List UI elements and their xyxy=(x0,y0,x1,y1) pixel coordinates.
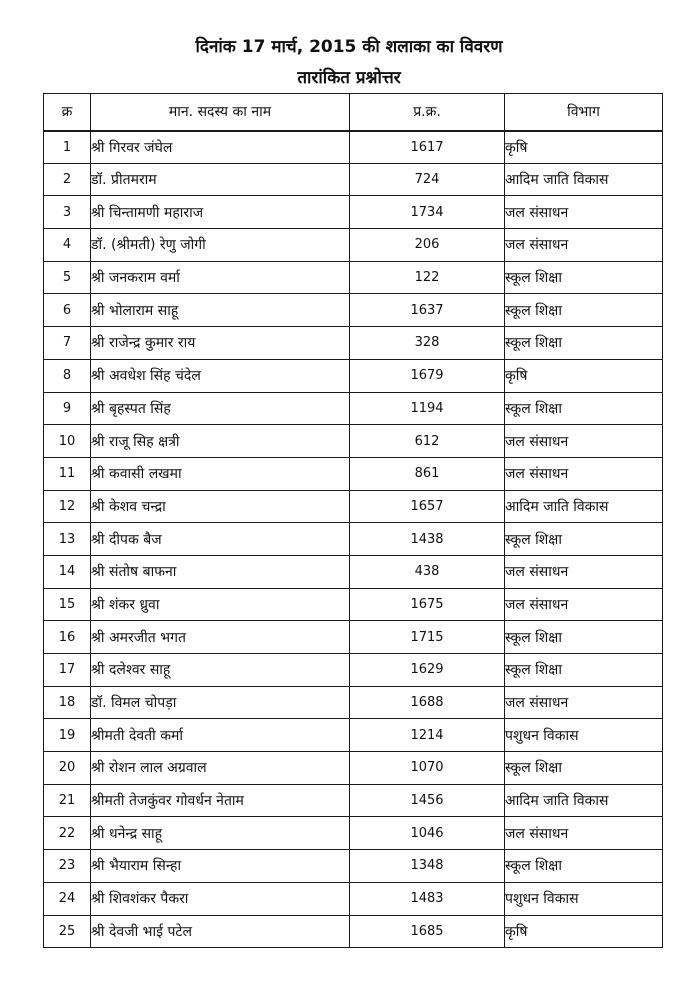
member-name-cell: श्रीमती तेजकुंवर गोवर्धन नेताम xyxy=(91,784,350,817)
question-number-cell: 1715 xyxy=(350,621,505,654)
department-cell: जल संसाधन xyxy=(505,686,663,719)
column-header-question-no: प्र.क्र. xyxy=(350,94,505,131)
question-number-cell: 612 xyxy=(350,425,505,458)
member-name-cell: श्री कवासी लखमा xyxy=(91,457,350,490)
question-number-cell: 122 xyxy=(350,261,505,294)
serial-cell: 6 xyxy=(44,294,91,327)
member-name-cell: डॉ. (श्रीमती) रेणु जोगी xyxy=(91,229,350,262)
question-number-cell: 1629 xyxy=(350,654,505,687)
department-cell: स्कूल शिक्षा xyxy=(505,523,663,556)
question-number-cell: 1348 xyxy=(350,850,505,883)
department-cell: स्कूल शिक्षा xyxy=(505,261,663,294)
table-row xyxy=(44,621,663,654)
table-row xyxy=(44,131,663,164)
member-name-cell: श्री दीपक बैज xyxy=(91,523,350,556)
question-number-cell: 328 xyxy=(350,327,505,360)
serial-cell: 5 xyxy=(44,261,91,294)
member-name-cell: श्री चिन्तामणी महाराज xyxy=(91,196,350,229)
department-cell: स्कूल शिक्षा xyxy=(505,392,663,425)
question-number-cell: 861 xyxy=(350,457,505,490)
department-cell: स्कूल शिक्षा xyxy=(505,752,663,785)
department-cell: जल संसाधन xyxy=(505,457,663,490)
table-row xyxy=(44,654,663,687)
table-row xyxy=(44,229,663,262)
table-row xyxy=(44,196,663,229)
member-name-cell: श्री अमरजीत भगत xyxy=(91,621,350,654)
department-cell: आदिम जाति विकास xyxy=(505,163,663,196)
question-number-cell: 1483 xyxy=(350,882,505,915)
serial-cell: 3 xyxy=(44,196,91,229)
table-row xyxy=(44,882,663,915)
member-name-cell: श्री जनकराम वर्मा xyxy=(91,261,350,294)
member-name-cell: श्री अवधेश सिंह चंदेल xyxy=(91,359,350,392)
serial-cell: 15 xyxy=(44,588,91,621)
member-name-cell: श्री भोलाराम साहू xyxy=(91,294,350,327)
table-row xyxy=(44,817,663,850)
question-number-cell: 438 xyxy=(350,555,505,588)
table-row xyxy=(44,163,663,196)
department-cell: स्कूल शिक्षा xyxy=(505,850,663,883)
question-number-cell: 724 xyxy=(350,163,505,196)
department-cell: आदिम जाति विकास xyxy=(505,784,663,817)
department-cell: जल संसाधन xyxy=(505,425,663,458)
question-number-cell: 1675 xyxy=(350,588,505,621)
question-number-cell: 1070 xyxy=(350,752,505,785)
member-name-cell: श्री देवजी भाई पटेल xyxy=(91,915,350,948)
department-cell: स्कूल शिक्षा xyxy=(505,654,663,687)
table-row xyxy=(44,261,663,294)
member-name-cell: डॉ. प्रीतमराम xyxy=(91,163,350,196)
question-number-cell: 1685 xyxy=(350,915,505,948)
department-cell: स्कूल शिक्षा xyxy=(505,621,663,654)
table-row xyxy=(44,457,663,490)
serial-cell: 4 xyxy=(44,229,91,262)
serial-cell: 19 xyxy=(44,719,91,752)
serial-cell: 18 xyxy=(44,686,91,719)
question-number-cell: 1688 xyxy=(350,686,505,719)
question-number-cell: 1617 xyxy=(350,131,505,164)
table-row xyxy=(44,555,663,588)
member-name-cell: श्री गिरवर जंघेल xyxy=(91,131,350,164)
table-row xyxy=(44,392,663,425)
department-cell: स्कूल शिक्षा xyxy=(505,327,663,360)
serial-cell: 24 xyxy=(44,882,91,915)
department-cell: जल संसाधन xyxy=(505,588,663,621)
serial-cell: 8 xyxy=(44,359,91,392)
serial-cell: 1 xyxy=(44,131,91,164)
member-name-cell: श्री शंकर ध्रुवा xyxy=(91,588,350,621)
serial-cell: 2 xyxy=(44,163,91,196)
serial-cell: 9 xyxy=(44,392,91,425)
department-cell: स्कूल शिक्षा xyxy=(505,294,663,327)
department-cell: कृषि xyxy=(505,131,663,164)
member-name-cell: श्री भैयाराम सिन्हा xyxy=(91,850,350,883)
member-name-cell: श्री राजू सिह क्षत्री xyxy=(91,425,350,458)
department-cell: आदिम जाति विकास xyxy=(505,490,663,523)
table-row xyxy=(44,752,663,785)
question-number-cell: 1214 xyxy=(350,719,505,752)
serial-cell: 13 xyxy=(44,523,91,556)
department-cell: कृषि xyxy=(505,915,663,948)
member-name-cell: श्री शिवशंकर पैकरा xyxy=(91,882,350,915)
serial-cell: 10 xyxy=(44,425,91,458)
serial-cell: 20 xyxy=(44,752,91,785)
department-cell: पशुधन विकास xyxy=(505,719,663,752)
column-header-serial: क्र xyxy=(44,94,91,131)
department-cell: जल संसाधन xyxy=(505,555,663,588)
department-cell: कृषि xyxy=(505,359,663,392)
serial-cell: 11 xyxy=(44,457,91,490)
question-number-cell: 1194 xyxy=(350,392,505,425)
table-row xyxy=(44,294,663,327)
table-row xyxy=(44,588,663,621)
table-header-row xyxy=(44,94,663,131)
table-body xyxy=(44,131,663,948)
question-number-cell: 1456 xyxy=(350,784,505,817)
question-number-cell: 1657 xyxy=(350,490,505,523)
member-name-cell: श्री राजेन्द्र कुमार राय xyxy=(91,327,350,360)
table-row xyxy=(44,359,663,392)
serial-cell: 12 xyxy=(44,490,91,523)
serial-cell: 21 xyxy=(44,784,91,817)
serial-cell: 17 xyxy=(44,654,91,687)
table-row xyxy=(44,523,663,556)
table-row xyxy=(44,915,663,948)
column-header-department: विभाग xyxy=(505,94,663,131)
table-row xyxy=(44,850,663,883)
serial-cell: 23 xyxy=(44,850,91,883)
table-row xyxy=(44,719,663,752)
question-number-cell: 1734 xyxy=(350,196,505,229)
table-row xyxy=(44,686,663,719)
table-row xyxy=(44,490,663,523)
serial-cell: 16 xyxy=(44,621,91,654)
table-row xyxy=(44,425,663,458)
member-name-cell: श्री रोशन लाल अग्रवाल xyxy=(91,752,350,785)
page-subtitle: तारांकित प्रश्नोत्तर xyxy=(297,68,401,88)
serial-cell: 22 xyxy=(44,817,91,850)
serial-cell: 25 xyxy=(44,915,91,948)
question-number-cell: 1679 xyxy=(350,359,505,392)
member-name-cell: श्री दलेश्वर साहू xyxy=(91,654,350,687)
member-name-cell: श्रीमती देवती कर्मा xyxy=(91,719,350,752)
department-cell: जल संसाधन xyxy=(505,196,663,229)
member-name-cell: श्री केशव चन्द्रा xyxy=(91,490,350,523)
question-number-cell: 206 xyxy=(350,229,505,262)
table-row xyxy=(44,327,663,360)
member-name-cell: श्री बृहस्पत सिंह xyxy=(91,392,350,425)
column-header-member-name: मान. सदस्य का नाम xyxy=(91,94,350,131)
serial-cell: 14 xyxy=(44,555,91,588)
question-number-cell: 1438 xyxy=(350,523,505,556)
question-list-table xyxy=(43,93,663,948)
department-cell: जल संसाधन xyxy=(505,229,663,262)
department-cell: पशुधन विकास xyxy=(505,882,663,915)
member-name-cell: श्री धनेन्द्र साहू xyxy=(91,817,350,850)
member-name-cell: श्री संतोष बाफना xyxy=(91,555,350,588)
department-cell: जल संसाधन xyxy=(505,817,663,850)
table-row xyxy=(44,784,663,817)
question-number-cell: 1637 xyxy=(350,294,505,327)
serial-cell: 7 xyxy=(44,327,91,360)
question-number-cell: 1046 xyxy=(350,817,505,850)
member-name-cell: डॉ. विमल चोपड़ा xyxy=(91,686,350,719)
page-title: दिनांक 17 मार्च, 2015 की शलाका का विवरण xyxy=(195,37,503,57)
